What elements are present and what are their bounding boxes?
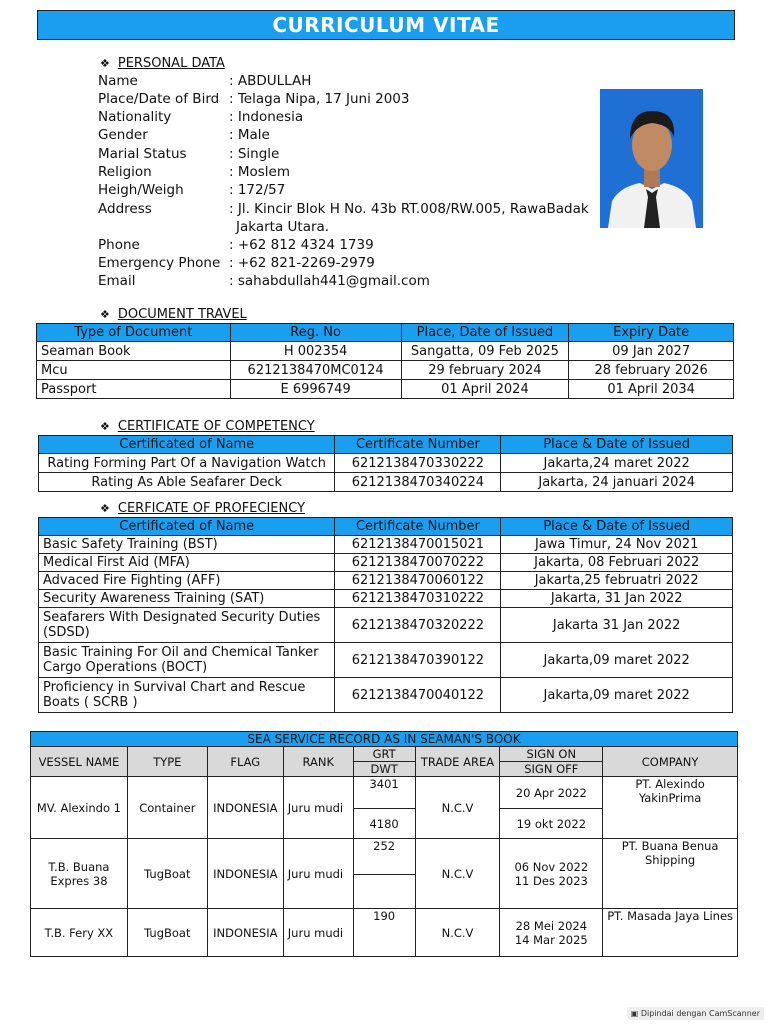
table-cell: Rating As Able Seafarer Deck <box>39 473 335 492</box>
table-cell: 6212138470320222 <box>335 608 501 643</box>
table-cell <box>500 909 603 957</box>
table-cell: Jakarta 31 Jan 2022 <box>501 608 733 643</box>
sign-off-date: 14 Mar 2025 <box>514 932 588 947</box>
col-header: Certificated of Name <box>39 518 335 536</box>
table-cell: Mcu <box>37 361 231 380</box>
col-header: FLAG <box>207 747 283 777</box>
table-cell: INDONESIA <box>207 839 283 909</box>
table-cell: TugBoat <box>127 839 207 909</box>
col-header: Certificate Number <box>335 436 501 454</box>
table-cell: 6212138470015021 <box>335 536 501 554</box>
table-cell: PT. Alexindo YakinPrima <box>603 777 738 839</box>
personal-value: : Moslem <box>229 164 290 180</box>
table-cell: Juru mudi <box>283 839 353 909</box>
table-cell: 6212138470070222 <box>335 554 501 572</box>
table-cell: Rating Forming Part Of a Navigation Watch <box>39 454 335 473</box>
table-cell: Passport <box>37 380 231 399</box>
table-cell: 6212138470MC0124 <box>230 361 401 380</box>
personal-label: Emergency Phone <box>98 255 221 271</box>
table-row <box>39 454 733 473</box>
table-cell: 6212138470040122 <box>335 678 501 713</box>
personal-value: : sahabdullah441@gmail.com <box>229 273 430 289</box>
col-header: Place, Date of Issued <box>401 324 569 342</box>
col-header: Place & Date of Issued <box>501 436 733 454</box>
diamond-bullet-icon: ❖ <box>100 502 110 515</box>
personal-value: : 172/57 <box>229 182 286 198</box>
table-row <box>37 380 734 399</box>
proficiency-table <box>38 517 733 713</box>
table-cell: N.C.V <box>415 777 500 839</box>
table-cell: 01 April 2034 <box>569 380 734 399</box>
proficiency-heading: ❖ CERFICATE OF PROFECIENCY <box>100 501 306 516</box>
table-cell: 19 okt 2022 <box>500 809 603 839</box>
personal-label: Place/Date of Bird <box>98 91 220 107</box>
personal-label: Email <box>98 273 136 289</box>
table-cell: Jakarta,25 februatri 2022 <box>501 572 733 590</box>
personal-label: Heigh/Weigh <box>98 182 184 198</box>
table-row <box>39 608 733 643</box>
table-row <box>37 361 734 380</box>
table-row <box>39 590 733 608</box>
table-row <box>39 643 733 678</box>
table-cell: Security Awareness Training (SAT) <box>39 590 335 608</box>
diamond-bullet-icon: ❖ <box>100 57 110 70</box>
table-cell: Container <box>127 777 207 839</box>
col-header: GRT <box>353 747 415 762</box>
table-cell: Basic Training For Oil and Chemical Tanker Cargo Operations (BOCT) <box>39 643 335 678</box>
table-cell: 6212138470310222 <box>335 590 501 608</box>
table-cell: H 002354 <box>230 342 401 361</box>
table-cell: 6212138470340224 <box>335 473 501 492</box>
table-cell: 20 Apr 2022 <box>500 777 603 809</box>
table-cell: Seaman Book <box>37 342 231 361</box>
table-cell: PT. Buana Benua Shipping <box>603 839 738 909</box>
table-cell: 3401 <box>353 777 415 809</box>
sign-on-date: 06 Nov 2022 <box>514 859 589 874</box>
personal-value: : Telaga Nipa, 17 Juni 2003 <box>229 91 410 107</box>
personal-value: : Male <box>229 127 270 143</box>
table-cell: 252 <box>353 839 415 875</box>
personal-value: : Indonesia <box>229 109 304 125</box>
personal-label: Gender <box>98 127 148 143</box>
col-header: TYPE <box>127 747 207 777</box>
table-cell <box>353 875 415 909</box>
col-header: Reg. No <box>230 324 401 342</box>
table-row <box>39 572 733 590</box>
table-cell: Jakarta, 31 Jan 2022 <box>501 590 733 608</box>
sea-service-banner: SEA SERVICE RECORD AS IN SEAMAN'S BOOK <box>31 732 738 747</box>
table-cell: 6212138470060122 <box>335 572 501 590</box>
profile-photo <box>600 89 703 228</box>
sign-on-date: 28 Mei 2024 <box>515 918 588 933</box>
personal-value: : ABDULLAH <box>229 73 312 89</box>
table-cell: PT. Masada Jaya Lines <box>603 909 738 957</box>
table-cell: INDONESIA <box>207 909 283 957</box>
table-cell: 6212138470330222 <box>335 454 501 473</box>
personal-label: Religion <box>98 164 152 180</box>
table-row <box>39 678 733 713</box>
table-cell: Medical First Aid (MFA) <box>39 554 335 572</box>
col-header: Expiry Date <box>569 324 734 342</box>
table-row <box>31 777 738 809</box>
personal-value: : +62 821-2269-2979 <box>229 255 375 271</box>
sea-service-table <box>30 731 738 957</box>
table-cell: 01 April 2024 <box>401 380 569 399</box>
personal-value: : +62 812 4324 1739 <box>229 237 374 253</box>
sign-off-date: 11 Des 2023 <box>514 873 588 888</box>
competency-heading: ❖ CERTIFICATE OF COMPETENCY <box>100 419 315 434</box>
table-cell: Proficiency in Survival Chart and Rescue Boats ( SCRB ) <box>39 678 335 713</box>
table-cell: MV. Alexindo 1 <box>31 777 128 839</box>
table-cell: Juru mudi <box>283 909 353 957</box>
table-row <box>31 909 738 957</box>
col-header: Type of Document <box>37 324 231 342</box>
table-cell: TugBoat <box>127 909 207 957</box>
document-table <box>36 323 734 399</box>
table-cell: Jakarta,09 maret 2022 <box>501 643 733 678</box>
table-cell: Jawa Timur, 24 Nov 2021 <box>501 536 733 554</box>
table-cell: T.B. Buana Expres 38 <box>31 839 128 909</box>
table-row <box>37 342 734 361</box>
personal-label: Address <box>98 201 152 217</box>
col-header: RANK <box>283 747 353 777</box>
cv-title: CURRICULUM VITAE <box>37 10 735 40</box>
table-cell: N.C.V <box>415 839 500 909</box>
table-cell: 28 february 2026 <box>569 361 734 380</box>
table-row <box>31 839 738 875</box>
table-cell: T.B. Fery XX <box>31 909 128 957</box>
personal-label: Marial Status <box>98 146 187 162</box>
table-cell: Jakarta,09 maret 2022 <box>501 678 733 713</box>
table-cell: Jakarta, 24 januari 2024 <box>501 473 733 492</box>
table-cell: Jakarta,24 maret 2022 <box>501 454 733 473</box>
table-cell <box>500 839 603 909</box>
competency-table <box>38 435 733 492</box>
table-cell: Sangatta, 09 Feb 2025 <box>401 342 569 361</box>
personal-value: : Jl. Kincir Blok H No. 43b RT.008/RW.005, RawaBadak <box>229 201 589 217</box>
personal-label: Name <box>98 73 138 89</box>
table-cell: Advaced Fire Fighting (AFF) <box>39 572 335 590</box>
col-header: Certificate Number <box>335 518 501 536</box>
table-cell: 29 february 2024 <box>401 361 569 380</box>
table-row <box>39 473 733 492</box>
table-cell: 4180 <box>353 809 415 839</box>
table-row <box>39 536 733 554</box>
table-cell: 190 <box>353 909 415 957</box>
table-cell: 09 Jan 2027 <box>569 342 734 361</box>
personal-value: Jakarta Utara. <box>236 219 330 235</box>
table-cell: Seafarers With Designated Security Duties (SDSD) <box>39 608 335 643</box>
personal-value: : Single <box>229 146 280 162</box>
camscanner-logo-icon: ▣ <box>630 1009 639 1018</box>
col-header: Place & Date of Issued <box>501 518 733 536</box>
col-header: COMPANY <box>603 747 738 777</box>
table-cell: Basic Safety Training (BST) <box>39 536 335 554</box>
table-cell: E 6996749 <box>230 380 401 399</box>
personal-label: Phone <box>98 237 140 253</box>
col-header: DWT <box>353 762 415 777</box>
col-header: SIGN OFF <box>500 762 603 777</box>
personal-heading: ❖ PERSONAL DATA <box>100 56 225 71</box>
table-cell: Juru mudi <box>283 777 353 839</box>
personal-label: Nationality <box>98 109 172 125</box>
camscanner-watermark: ▣ Dipindai dengan CamScanner <box>627 1007 764 1020</box>
table-cell: Jakarta, 08 Februari 2022 <box>501 554 733 572</box>
col-header: VESSEL NAME <box>31 747 128 777</box>
table-cell: N.C.V <box>415 909 500 957</box>
diamond-bullet-icon: ❖ <box>100 308 110 321</box>
col-header: TRADE AREA <box>415 747 500 777</box>
table-cell: INDONESIA <box>207 777 283 839</box>
diamond-bullet-icon: ❖ <box>100 420 110 433</box>
col-header: Certificated of Name <box>39 436 335 454</box>
document-heading: ❖ DOCUMENT TRAVEL <box>100 307 247 322</box>
col-header: SIGN ON <box>500 747 603 762</box>
table-row <box>39 554 733 572</box>
table-cell: 6212138470390122 <box>335 643 501 678</box>
